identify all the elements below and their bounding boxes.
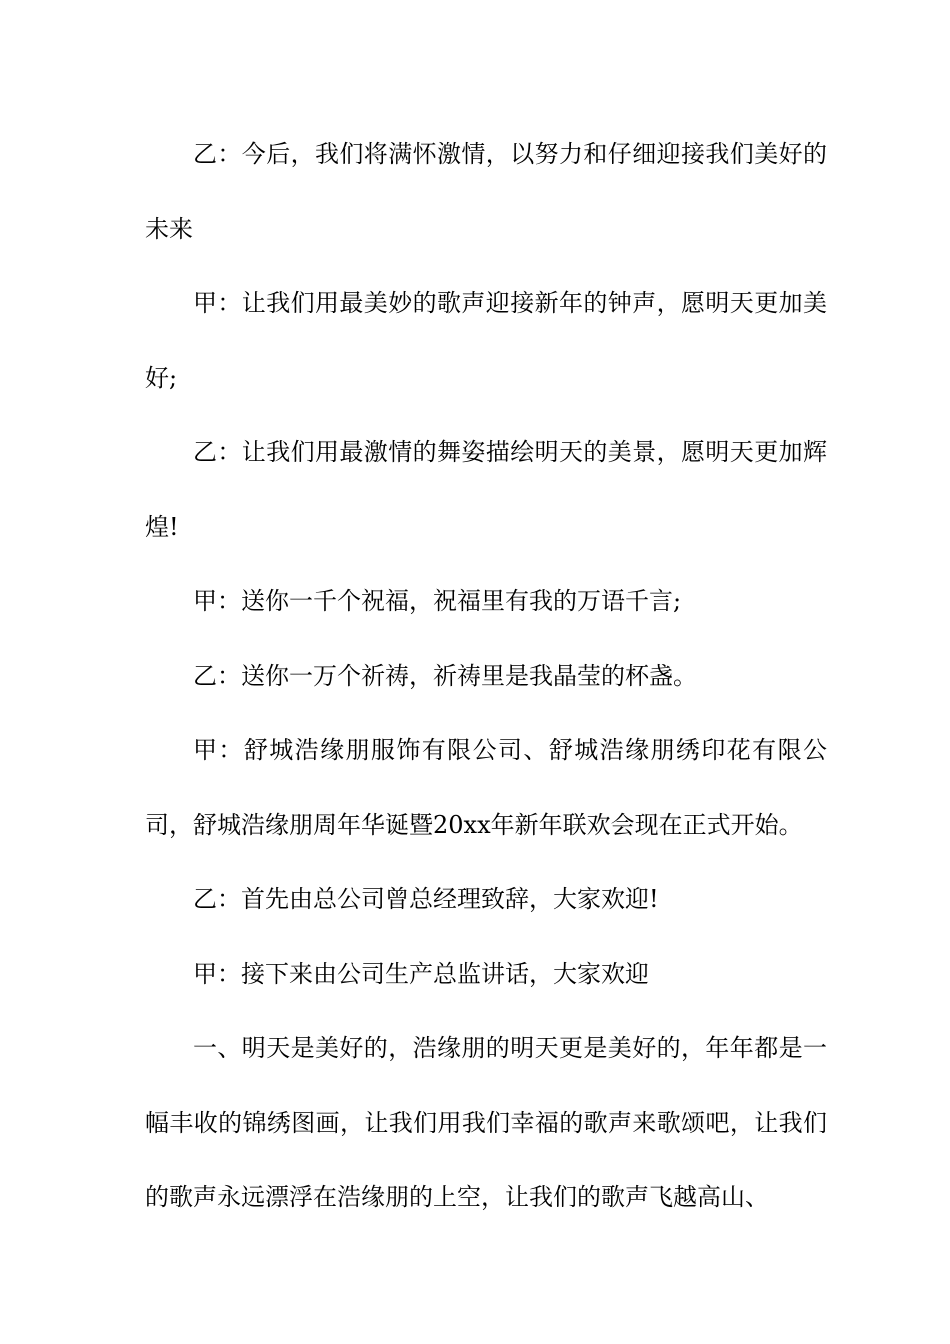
paragraph-2: 甲：让我们用最美妙的歌声迎接新年的钟声，愿明天更加美好; [145, 289, 827, 392]
paragraph-6: 甲：舒城浩缘朋服饰有限公司、舒城浩缘朋绣印花有限公司，舒城浩缘朋周年华诞暨20xx年新年联欢会现在正式开始。 [145, 736, 827, 839]
paragraph-8: 甲：接下来由公司生产总监讲话，大家欢迎 [193, 959, 649, 988]
document-body [145, 117, 827, 1235]
paragraph-1: 乙：今后，我们将满怀激情，以努力和仔细迎接我们美好的未来 [145, 140, 827, 243]
paragraph-9: 一、明天是美好的，浩缘朋的明天更是美好的，年年都是一幅丰收的锦绣图画，让我们用我们幸福的歌声来歌颂吧，让我们的歌声永远漂浮在浩缘朋的上空，让我们的歌声飞越高山、 [145, 1034, 827, 1211]
paragraph-3: 乙：让我们用最激情的舞姿描绘明天的美景，愿明天更加辉煌! [145, 438, 827, 541]
paragraph-4: 甲：送你一千个祝福，祝福里有我的万语千言; [193, 587, 682, 615]
paragraph-7: 乙：首先由总公司曾总经理致辞，大家欢迎! [193, 885, 659, 913]
paragraph-5: 乙：送你一万个祈祷，祈祷里是我晶莹的杯盏。 [193, 661, 697, 690]
